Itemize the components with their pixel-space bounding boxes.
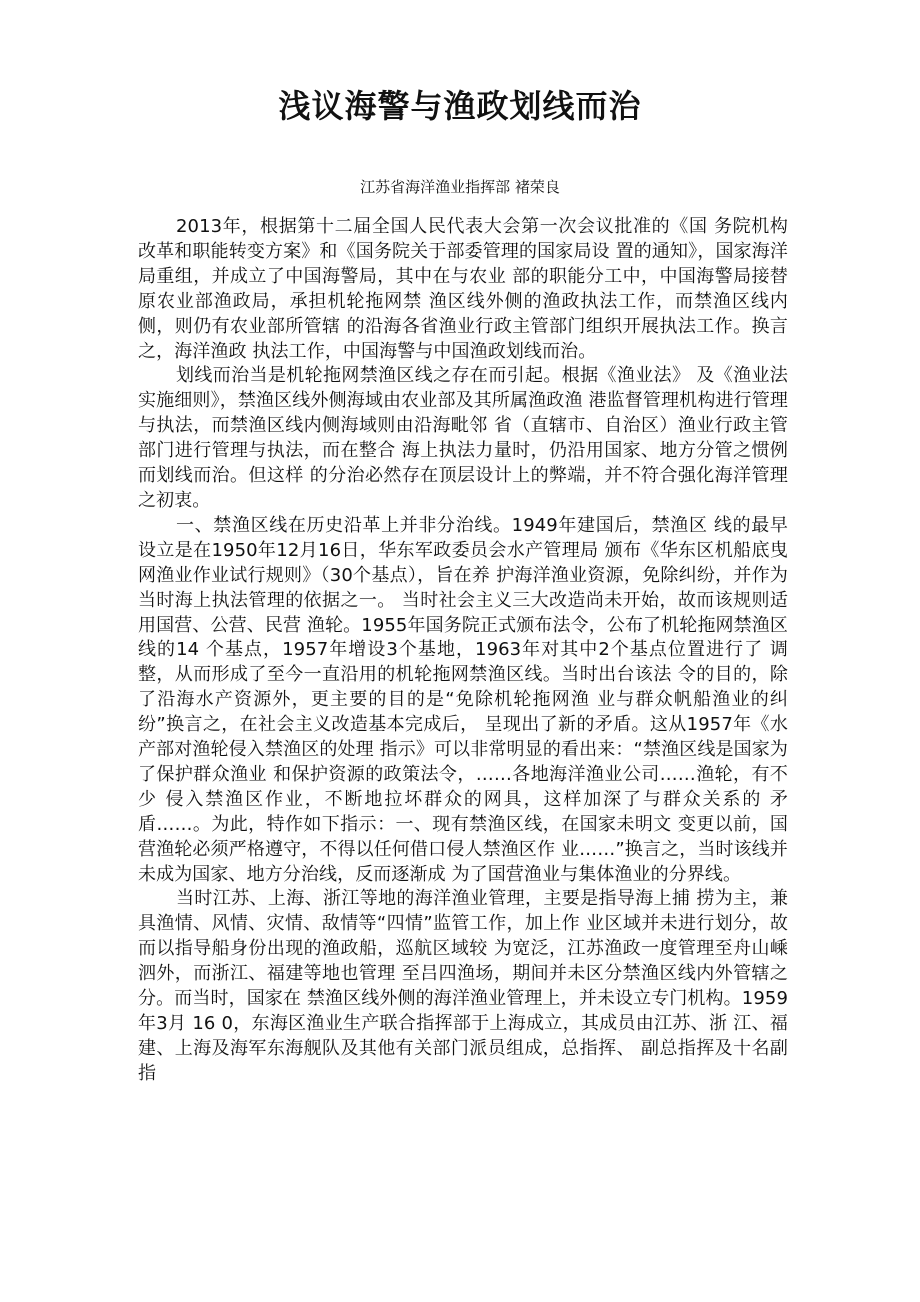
paragraph: 划线而治当是机轮拖网禁渔区线之存在而引起。根据《渔业法》 及《渔业法实施细则》，禁渔区线外侧海域由农业部及其所属渔政渔 港监督管理机构进行管理与执法，而禁渔区线内侧海域则由沿海毗邻 省（直辖市、自治区）渔业行政主管部门进行管理与执法，而在整合 海上执法力量时，仍沿用国家、地方分管之惯例而划线而治。但这样 的分治必然存在顶层设计上的弊端，并不符合强化海洋管理之初衷。 [138, 365, 788, 511]
document-body [138, 215, 788, 1087]
paragraph: 2013年，根据第十二届全国人民代表大会第一次会议批准的《国 务院机构改革和职能转变方案》和《国务院关于部委管理的国家局设 置的通知》，国家海洋局重组，并成立了中国海警局，其中在与农业 部的职能分工中，中国海警局接替原农业部渔政局，承担机轮拖网禁 渔区线外侧的渔政执法工作，而禁渔区线内侧，则仍有农业部所管辖 的沿海各省渔业行政主管部门组织开展执法工作。换言之，海洋渔政 执法工作，中国海警与中国渔政划线而治。 [138, 216, 788, 362]
author-line: 江苏省海洋渔业指挥部 褚荣良 [360, 178, 560, 196]
paragraph: 一、禁渔区线在历史沿革上并非分治线。1949年建国后，禁渔区 线的最早设立是在1950年12月16日，华东军政委员会水产管理局 颁布《华东区机船底曳网渔业作业试行规则》（30个基点），旨在养 护海洋渔业资源，免除纠纷，并作为当时海上执法管理的依据之一。 当时社会主义三大改造尚未开始，故而该规则适用国营、公营、民营 渔轮。1955年国务院正式颁布法令，公布了机轮拖网禁渔区线的14 个基点，1957年增设3个基地，1963年对其中2个基点位置进行了 调整，从而形成了至今一直沿用的机轮拖网禁渔区线。当时出台该法 令的目的，除了沿海水产资源外，更主要的目的是“免除机轮拖网渔 业与群众帆船渔业的纠纷”换言之，在社会主义改造基本完成后， 呈现出了新的矛盾。这从1957年《水产部对渔轮侵入禁渔区的处理 指示》可以非常明显的看出来：“禁渔区线是国家为了保护群众渔业 和保护资源的政策法令，……各地海洋渔业公司……渔轮，有不少 侵入禁渔区作业，不断地拉坏群众的网具，这样加深了与群众关系的 矛盾……。为此，特作如下指示：一、现有禁渔区线，在国家未明文 变更以前，国营渔轮必须严格遵守，不得以任何借口侵人禁渔区作 业……”换言之，当时该线并未成为国家、地方分治线，反而逐渐成 为了国营渔业与集体渔业的分界线。 [138, 514, 788, 885]
document-title: 浅议海警与渔政划线而治 [278, 87, 642, 125]
paragraph: 当时江苏、上海、浙江等地的海洋渔业管理，主要是指导海上捕 捞为主，兼具渔情、风情、灾情、敌情等“四情”监管工作，加上作 业区域并未进行划分，故而以指导船身份出现的渔政船，巡航区域较 为宽泛，江苏渔政一度管理至舟山嵊泗外，而浙江、福建等地也管理 至吕四渔场，期间并未区分禁渔区线内外管辖之分。而当时，国家在 禁渔区线外侧的海洋渔业管理上，并未设立专门机构。1959年3月 16 0，东海区渔业生产联合指挥部于上海成立，其成员由江苏、浙 江、福建、上海及海军东海舰队及其他有关部门派员组成，总指挥、 副总指挥及十名副指 [138, 888, 788, 1084]
